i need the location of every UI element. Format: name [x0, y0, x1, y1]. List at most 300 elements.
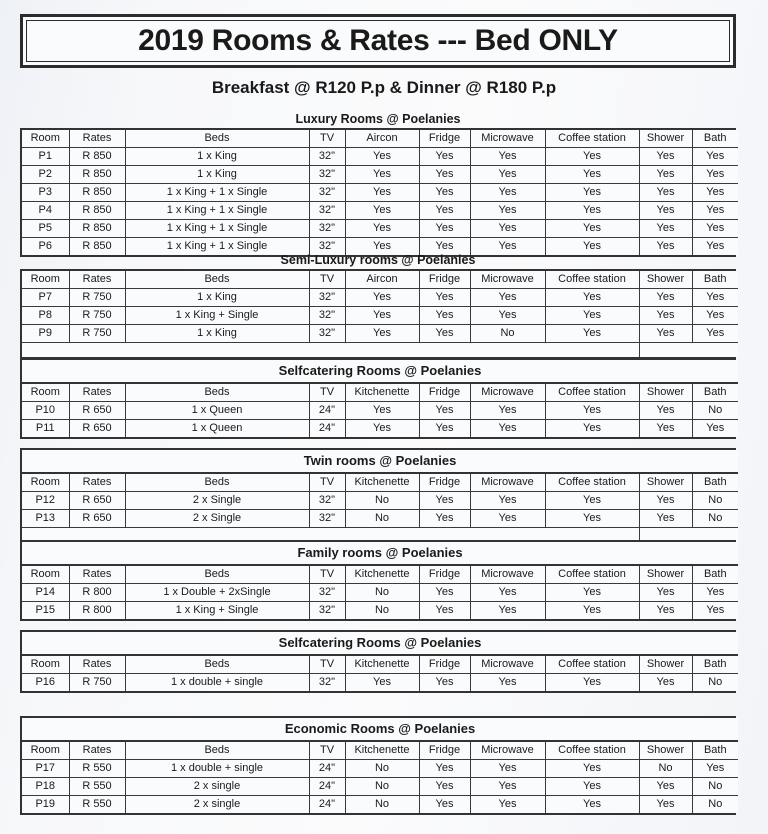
cell-coffee: Yes: [545, 760, 639, 778]
table-row: [22, 289, 738, 307]
cell-rates: R 850: [69, 202, 125, 220]
cell-room: P3: [22, 184, 69, 202]
column-header-bath: Bath: [692, 473, 738, 492]
section-caption: Semi-Luxury rooms @ Poelanies: [280, 253, 476, 267]
room-section: [20, 358, 736, 439]
cell-room: P4: [22, 202, 69, 220]
cell-bath: No: [692, 674, 738, 692]
cell-ac: No: [345, 584, 419, 602]
cell-micro: Yes: [470, 674, 545, 692]
column-header-room: Room: [22, 655, 69, 674]
cell-rates: R 800: [69, 584, 125, 602]
column-header-rates: Rates: [69, 473, 125, 492]
cell-room: P11: [22, 420, 69, 438]
cell-fridge: Yes: [419, 148, 470, 166]
table-frame: [20, 269, 736, 359]
column-header-microwave: Microwave: [470, 473, 545, 492]
cell-fridge: Yes: [419, 202, 470, 220]
column-header-microwave: Microwave: [470, 565, 545, 584]
column-header-fridge: Fridge: [419, 565, 470, 584]
cell-coffee: Yes: [545, 289, 639, 307]
cell-tv: 32": [309, 238, 345, 256]
cell-ac: Yes: [345, 307, 419, 325]
column-header-kitchenette: Kitchenette: [345, 473, 419, 492]
cell-ac: Yes: [345, 325, 419, 343]
cell-room: P13: [22, 510, 69, 528]
room-section: [20, 630, 736, 693]
cell-bath: Yes: [692, 166, 738, 184]
column-header-microwave: Microwave: [470, 741, 545, 760]
document-title-box: [20, 14, 736, 68]
column-header-rates: Rates: [69, 130, 125, 148]
cell-coffee: Yes: [545, 148, 639, 166]
section-caption: Selfcatering Rooms @ Poelanies: [22, 360, 738, 383]
table-row: [22, 166, 738, 184]
cell-micro: Yes: [470, 289, 545, 307]
cell-rates: R 550: [69, 760, 125, 778]
column-header-shower: Shower: [639, 655, 692, 674]
column-header-kitchenette: Kitchenette: [345, 565, 419, 584]
cell-room: P17: [22, 760, 69, 778]
cell-micro: Yes: [470, 492, 545, 510]
table-row: [22, 492, 738, 510]
cell-ac: Yes: [345, 202, 419, 220]
cell-rates: R 650: [69, 492, 125, 510]
cell-rates: R 750: [69, 307, 125, 325]
cell-shower: Yes: [639, 510, 692, 528]
cell-ac: Yes: [345, 289, 419, 307]
cell-rates: R 650: [69, 510, 125, 528]
blank-cell: [22, 343, 639, 358]
table-row: [22, 796, 738, 814]
cell-fridge: Yes: [419, 510, 470, 528]
table-row: [22, 584, 738, 602]
column-header-kitchenette: Kitchenette: [345, 741, 419, 760]
rooms-table: [22, 130, 738, 255]
cell-tv: 24": [309, 778, 345, 796]
table-row: [22, 402, 738, 420]
cell-fridge: Yes: [419, 166, 470, 184]
cell-rates: R 800: [69, 602, 125, 620]
cell-rates: R 550: [69, 778, 125, 796]
table-header-row: [22, 655, 738, 674]
column-header-room: Room: [22, 565, 69, 584]
cell-tv: 24": [309, 402, 345, 420]
column-header-microwave: Microwave: [470, 271, 545, 289]
cell-rates: R 850: [69, 184, 125, 202]
cell-micro: Yes: [470, 402, 545, 420]
cell-bath: No: [692, 492, 738, 510]
cell-shower: Yes: [639, 602, 692, 620]
section-caption: Economic Rooms @ Poelanies: [22, 718, 738, 741]
table-row: [22, 760, 738, 778]
blank-cell: [639, 343, 738, 358]
table-header-row: [22, 741, 738, 760]
cell-beds: 1 x double + single: [125, 760, 309, 778]
column-header-fridge: Fridge: [419, 130, 470, 148]
cell-bath: Yes: [692, 220, 738, 238]
column-header-fridge: Fridge: [419, 655, 470, 674]
cell-shower: Yes: [639, 289, 692, 307]
cell-tv: 32": [309, 325, 345, 343]
table-frame: [20, 358, 736, 439]
cell-bath: Yes: [692, 202, 738, 220]
cell-beds: 1 x King + 1 x Single: [125, 202, 309, 220]
cell-micro: Yes: [470, 584, 545, 602]
cell-fridge: Yes: [419, 778, 470, 796]
cell-room: P14: [22, 584, 69, 602]
cell-beds: 1 x King + 1 x Single: [125, 184, 309, 202]
section-caption: Luxury Rooms @ Poelanies: [295, 112, 461, 126]
cell-rates: R 850: [69, 148, 125, 166]
column-header-shower: Shower: [639, 271, 692, 289]
table-header-row: [22, 473, 738, 492]
column-header-coffee-station: Coffee station: [545, 741, 639, 760]
cell-beds: 2 x Single: [125, 492, 309, 510]
cell-room: P2: [22, 166, 69, 184]
cell-shower: Yes: [639, 778, 692, 796]
cell-room: P1: [22, 148, 69, 166]
cell-bath: No: [692, 778, 738, 796]
column-header-shower: Shower: [639, 565, 692, 584]
cell-bath: No: [692, 796, 738, 814]
cell-bath: Yes: [692, 148, 738, 166]
column-header-room: Room: [22, 271, 69, 289]
cell-room: P5: [22, 220, 69, 238]
column-header-fridge: Fridge: [419, 271, 470, 289]
cell-tv: 32": [309, 148, 345, 166]
table-row: [22, 510, 738, 528]
section-caption-row: [22, 450, 738, 473]
cell-beds: 1 x King + Single: [125, 602, 309, 620]
column-header-rates: Rates: [69, 565, 125, 584]
cell-rates: R 850: [69, 238, 125, 256]
column-header-aircon: Aircon: [345, 271, 419, 289]
cell-fridge: Yes: [419, 402, 470, 420]
meal-rates-subtitle: Breakfast @ R120 P.p & Dinner @ R180 P.p: [211, 78, 557, 97]
table-header-row: [22, 565, 738, 584]
cell-micro: Yes: [470, 307, 545, 325]
cell-micro: Yes: [470, 238, 545, 256]
cell-micro: Yes: [470, 420, 545, 438]
table-frame: [20, 540, 736, 621]
cell-room: P12: [22, 492, 69, 510]
table-frame: [20, 630, 736, 693]
cell-ac: No: [345, 602, 419, 620]
table-header-row: [22, 130, 738, 148]
column-header-bath: Bath: [692, 271, 738, 289]
table-blank-row: [22, 343, 738, 358]
cell-tv: 32": [309, 510, 345, 528]
cell-coffee: Yes: [545, 492, 639, 510]
column-header-fridge: Fridge: [419, 741, 470, 760]
column-header-tv: TV: [309, 383, 345, 402]
column-header-shower: Shower: [639, 383, 692, 402]
table-row: [22, 184, 738, 202]
cell-fridge: Yes: [419, 220, 470, 238]
cell-shower: Yes: [639, 238, 692, 256]
cell-micro: Yes: [470, 796, 545, 814]
cell-room: P6: [22, 238, 69, 256]
cell-shower: Yes: [639, 402, 692, 420]
cell-room: P19: [22, 796, 69, 814]
cell-fridge: Yes: [419, 184, 470, 202]
cell-fridge: Yes: [419, 584, 470, 602]
cell-shower: Yes: [639, 796, 692, 814]
cell-tv: 32": [309, 184, 345, 202]
column-header-beds: Beds: [125, 741, 309, 760]
cell-shower: Yes: [639, 307, 692, 325]
column-header-beds: Beds: [125, 383, 309, 402]
cell-coffee: Yes: [545, 325, 639, 343]
column-header-rates: Rates: [69, 741, 125, 760]
cell-micro: Yes: [470, 220, 545, 238]
cell-fridge: Yes: [419, 307, 470, 325]
column-header-bath: Bath: [692, 565, 738, 584]
column-header-beds: Beds: [125, 473, 309, 492]
cell-ac: No: [345, 510, 419, 528]
column-header-beds: Beds: [125, 130, 309, 148]
cell-tv: 32": [309, 674, 345, 692]
cell-beds: 1 x Queen: [125, 402, 309, 420]
cell-micro: Yes: [470, 202, 545, 220]
cell-fridge: Yes: [419, 420, 470, 438]
cell-coffee: Yes: [545, 602, 639, 620]
column-header-bath: Bath: [692, 741, 738, 760]
cell-coffee: Yes: [545, 402, 639, 420]
cell-coffee: Yes: [545, 184, 639, 202]
cell-micro: Yes: [470, 148, 545, 166]
cell-shower: No: [639, 760, 692, 778]
cell-bath: Yes: [692, 584, 738, 602]
cell-shower: Yes: [639, 420, 692, 438]
column-header-microwave: Microwave: [470, 130, 545, 148]
cell-rates: R 650: [69, 402, 125, 420]
cell-coffee: Yes: [545, 796, 639, 814]
column-header-rates: Rates: [69, 383, 125, 402]
cell-ac: No: [345, 760, 419, 778]
table-header-row: [22, 271, 738, 289]
column-header-room: Room: [22, 473, 69, 492]
cell-fridge: Yes: [419, 492, 470, 510]
cell-bath: No: [692, 510, 738, 528]
cell-shower: Yes: [639, 325, 692, 343]
table-row: [22, 674, 738, 692]
cell-ac: No: [345, 778, 419, 796]
cell-shower: Yes: [639, 166, 692, 184]
cell-tv: 32": [309, 289, 345, 307]
rooms-table: [22, 360, 738, 437]
cell-coffee: Yes: [545, 510, 639, 528]
cell-bath: Yes: [692, 420, 738, 438]
table-row: [22, 307, 738, 325]
cell-coffee: Yes: [545, 166, 639, 184]
cell-bath: No: [692, 402, 738, 420]
column-header-tv: TV: [309, 271, 345, 289]
cell-shower: Yes: [639, 492, 692, 510]
room-section: [20, 253, 736, 359]
column-header-microwave: Microwave: [470, 383, 545, 402]
cell-bath: Yes: [692, 184, 738, 202]
cell-micro: Yes: [470, 602, 545, 620]
table-frame: [20, 128, 736, 257]
cell-bath: Yes: [692, 289, 738, 307]
column-header-fridge: Fridge: [419, 383, 470, 402]
cell-ac: Yes: [345, 420, 419, 438]
cell-coffee: Yes: [545, 307, 639, 325]
column-header-tv: TV: [309, 741, 345, 760]
cell-fridge: Yes: [419, 289, 470, 307]
table-row: [22, 202, 738, 220]
cell-shower: Yes: [639, 584, 692, 602]
cell-tv: 32": [309, 602, 345, 620]
column-header-microwave: Microwave: [470, 655, 545, 674]
cell-beds: 1 x King: [125, 289, 309, 307]
column-header-tv: TV: [309, 473, 345, 492]
table-frame: [20, 716, 736, 815]
cell-beds: 1 x King: [125, 325, 309, 343]
cell-room: P15: [22, 602, 69, 620]
cell-rates: R 850: [69, 166, 125, 184]
column-header-bath: Bath: [692, 130, 738, 148]
cell-tv: 32": [309, 166, 345, 184]
column-header-rates: Rates: [69, 271, 125, 289]
column-header-room: Room: [22, 741, 69, 760]
column-header-beds: Beds: [125, 565, 309, 584]
section-caption: Twin rooms @ Poelanies: [22, 450, 738, 473]
cell-beds: 1 x King: [125, 166, 309, 184]
cell-shower: Yes: [639, 184, 692, 202]
column-header-tv: TV: [309, 130, 345, 148]
cell-ac: Yes: [345, 184, 419, 202]
room-section: [20, 540, 736, 621]
cell-ac: Yes: [345, 166, 419, 184]
cell-tv: 32": [309, 492, 345, 510]
section-caption: Selfcatering Rooms @ Poelanies: [22, 632, 738, 655]
cell-room: P10: [22, 402, 69, 420]
column-header-fridge: Fridge: [419, 473, 470, 492]
cell-beds: 2 x Single: [125, 510, 309, 528]
rooms-table: [22, 271, 738, 357]
cell-beds: 1 x King + 1 x Single: [125, 220, 309, 238]
cell-beds: 1 x King + Single: [125, 307, 309, 325]
cell-ac: Yes: [345, 148, 419, 166]
section-caption-row: [22, 542, 738, 565]
column-header-beds: Beds: [125, 655, 309, 674]
cell-coffee: Yes: [545, 238, 639, 256]
column-header-kitchenette: Kitchenette: [345, 655, 419, 674]
cell-room: P8: [22, 307, 69, 325]
cell-ac: No: [345, 492, 419, 510]
cell-bath: Yes: [692, 307, 738, 325]
cell-bath: Yes: [692, 760, 738, 778]
table-row: [22, 420, 738, 438]
cell-beds: 2 x single: [125, 796, 309, 814]
cell-beds: 2 x single: [125, 778, 309, 796]
column-header-coffee-station: Coffee station: [545, 271, 639, 289]
cell-micro: Yes: [470, 166, 545, 184]
cell-beds: 1 x King + 1 x Single: [125, 238, 309, 256]
section-caption-row: [22, 632, 738, 655]
cell-tv: 24": [309, 760, 345, 778]
cell-fridge: Yes: [419, 602, 470, 620]
cell-beds: 1 x Queen: [125, 420, 309, 438]
cell-room: P18: [22, 778, 69, 796]
column-header-rates: Rates: [69, 655, 125, 674]
table-row: [22, 325, 738, 343]
section-caption-row: [22, 360, 738, 383]
cell-room: P16: [22, 674, 69, 692]
cell-tv: 32": [309, 202, 345, 220]
cell-tv: 32": [309, 584, 345, 602]
column-header-coffee-station: Coffee station: [545, 130, 639, 148]
cell-micro: Yes: [470, 778, 545, 796]
cell-micro: No: [470, 325, 545, 343]
cell-shower: Yes: [639, 220, 692, 238]
column-header-bath: Bath: [692, 655, 738, 674]
cell-coffee: Yes: [545, 584, 639, 602]
cell-micro: Yes: [470, 760, 545, 778]
room-section: [20, 112, 736, 257]
page-title: 2019 Rooms & Rates --- Bed ONLY: [138, 24, 618, 57]
table-header-row: [22, 383, 738, 402]
cell-fridge: Yes: [419, 674, 470, 692]
cell-room: P7: [22, 289, 69, 307]
cell-shower: Yes: [639, 148, 692, 166]
cell-tv: 24": [309, 796, 345, 814]
column-header-tv: TV: [309, 565, 345, 584]
section-caption: Family rooms @ Poelanies: [22, 542, 738, 565]
cell-coffee: Yes: [545, 420, 639, 438]
cell-shower: Yes: [639, 202, 692, 220]
cell-fridge: Yes: [419, 760, 470, 778]
cell-ac: Yes: [345, 402, 419, 420]
column-header-coffee-station: Coffee station: [545, 655, 639, 674]
column-header-aircon: Aircon: [345, 130, 419, 148]
cell-tv: 32": [309, 220, 345, 238]
cell-micro: Yes: [470, 510, 545, 528]
cell-shower: Yes: [639, 674, 692, 692]
cell-coffee: Yes: [545, 674, 639, 692]
rooms-table: [22, 450, 738, 542]
cell-beds: 1 x double + single: [125, 674, 309, 692]
column-header-shower: Shower: [639, 130, 692, 148]
cell-tv: 24": [309, 420, 345, 438]
cell-ac: Yes: [345, 674, 419, 692]
cell-ac: Yes: [345, 220, 419, 238]
cell-beds: 1 x Double + 2xSingle: [125, 584, 309, 602]
column-header-beds: Beds: [125, 271, 309, 289]
cell-fridge: Yes: [419, 796, 470, 814]
room-section: [20, 448, 736, 544]
column-header-tv: TV: [309, 655, 345, 674]
table-row: [22, 602, 738, 620]
cell-bath: Yes: [692, 602, 738, 620]
table-frame: [20, 448, 736, 544]
column-header-room: Room: [22, 383, 69, 402]
cell-ac: Yes: [345, 238, 419, 256]
cell-rates: R 750: [69, 325, 125, 343]
column-header-kitchenette: Kitchenette: [345, 383, 419, 402]
rooms-table: [22, 542, 738, 619]
cell-coffee: Yes: [545, 778, 639, 796]
cell-coffee: Yes: [545, 202, 639, 220]
rooms-table: [22, 718, 738, 813]
table-row: [22, 778, 738, 796]
table-row: [22, 148, 738, 166]
room-section: [20, 716, 736, 815]
column-header-shower: Shower: [639, 741, 692, 760]
